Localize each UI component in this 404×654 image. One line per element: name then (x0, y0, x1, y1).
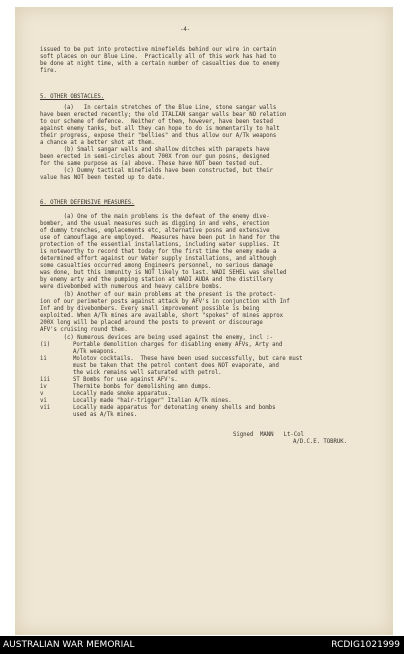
section-5-line: (a) In certain stretches of the Blue Line, stone sangar walls (40, 105, 277, 111)
footer-source: AUSTRALIAN WAR MEMORIAL (3, 640, 135, 650)
device-text: must be taken that the petrol content does NOT evaporate, and (73, 363, 279, 369)
section-5-line: been erected in semi-circles about 700X from our gun posns, designed (40, 154, 270, 160)
device-text: the wick remains well saturated with petrol. (73, 370, 222, 376)
section-6-line: is noteworthy to record that today for the first time the enemy made a (40, 249, 277, 255)
device-number: ii (40, 356, 47, 362)
footer-id: RCDIG1021999 (331, 640, 400, 650)
section-5-line: a chance at a better shot at them. (40, 140, 155, 146)
device-number: iv (40, 384, 47, 390)
section-5-line: value has NOT been tested up to date. (40, 175, 165, 181)
intro-line: fire. (40, 68, 57, 74)
signature-line: Signed MANN Lt-Col (233, 432, 304, 438)
intro-line: soft places on our Blue Line. Practically all of this work has had to (40, 54, 277, 60)
section-5-heading: 5. OTHER OBSTACLES. (40, 94, 105, 100)
device-number: vii (40, 405, 51, 411)
device-number: vi (40, 398, 47, 404)
section-6-line: some casualties occurred among Engineers personnel, no serious damage (40, 263, 273, 269)
section-6-line: (c) Numerous devices are being used against the enemy, incl :- (40, 335, 273, 341)
intro-line: be done at night time, with a certain number of casualties due to enemy (40, 61, 280, 67)
signature-title: A/D.C.E. TOBRUK. (293, 439, 347, 445)
device-text: Locally made smoke apparatus. (73, 391, 171, 397)
page-number: -4- (180, 27, 191, 33)
device-number: v (40, 391, 44, 397)
section-6-heading: 6. OTHER DEFENSIVE MEASURES. (40, 200, 135, 206)
section-6-line: of dummy trenches, emplacements etc, alternative posns and extensive (40, 228, 270, 234)
section-6-line: (b) Another of our main problems at the present is the protect- (40, 292, 277, 298)
device-number: iii (40, 377, 51, 383)
section-5-line: have been erected recently; the old ITALIAN sangar walls bear NO relation (40, 112, 287, 118)
device-text: A/Tk weapons. (73, 349, 117, 355)
device-number: (i) (40, 342, 51, 348)
device-text: Molotov cocktails. These have been used successfully, but care must (73, 356, 303, 362)
section-6-line: bomber, and the usual measures such as digging in and vehs, erection (40, 221, 270, 227)
section-5-line: to our scheme of defence. Neither of them, however, have been tested (40, 119, 273, 125)
device-text: Thermite bombs for demolishing amn dumps. (73, 384, 212, 390)
section-6-line: 200X long will be placed around the posts to prevent or discourage (40, 320, 263, 326)
section-6-line: was done, but this immunity is NOT likely to last. WADI SEHEL was shelled (40, 270, 287, 276)
section-6-line: by enemy arty and the pumping station at WADI AUDA and the distillery (40, 277, 273, 283)
section-6-line: use of camouflage are employed. Measures have been put in hand for the (40, 235, 280, 241)
section-5-line: (c) Dummy tactical minefields have been constructed, but their (40, 168, 273, 174)
device-text: Locally made "hair-trigger" Italian A/Tk mines. (73, 398, 232, 404)
section-6-line: AFV's cruising round them. (40, 327, 128, 333)
intro-line: issued to be put into protective minefields behind our wire in certain (40, 47, 277, 53)
section-5-line: (b) Small sangar walls and shallow ditches with parapets have (40, 147, 270, 153)
archive-footer (0, 636, 404, 654)
device-text: Portable demolition charges for disabling enemy AFVs, Arty and (73, 342, 283, 348)
section-6-line: exploited. When A/Tk mines are available, short "spokes" of mines approx (40, 313, 283, 319)
device-text: used as A/Tk mines. (73, 412, 138, 418)
section-6-line: (a) One of the main problems is the defeat of the enemy dive- (40, 214, 270, 220)
device-text: ST Bombs for use against AFV's. (73, 377, 178, 383)
section-5-line: for the same purpose as (a) above. These have NOT been tested out. (40, 161, 263, 167)
section-6-line: protection of the essential installations, including water supplies. It (40, 242, 280, 248)
section-6-line: determined effort against our Water supply installations, and although (40, 256, 277, 262)
section-5-line: their progress, expose their "bellies" and thus allow our A/Tk weapons (40, 133, 277, 139)
section-5-line: against enemy tanks, but all they can hope to do is momentarily to halt (40, 126, 280, 132)
section-6-line: ion of our perimeter posts against attack by AFV's in conjunction with Inf (40, 299, 290, 305)
section-6-line: Inf and by divebombers. Every small improvement possible is being (40, 306, 260, 312)
section-6-line: were divebombed with numerous and heavy calibre bombs. (40, 284, 223, 290)
device-text: Locally made apparatus for detonating enemy shells and bombs (73, 405, 276, 411)
